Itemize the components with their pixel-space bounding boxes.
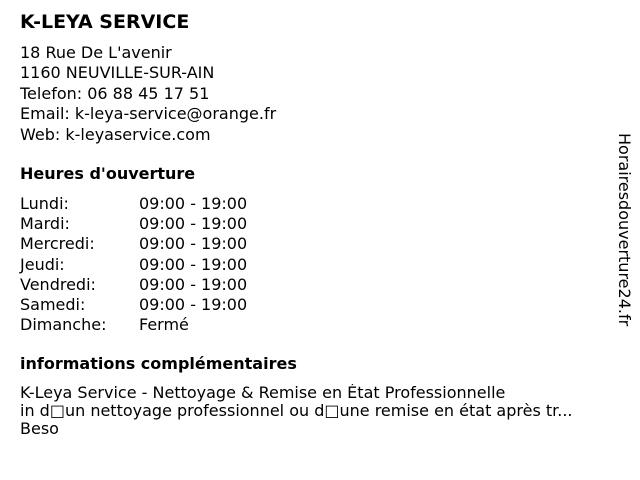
day-hours: 09:00 - 19:00 xyxy=(139,194,248,213)
additional-info-text xyxy=(20,384,630,438)
street-address: 18 Rue De L'avenir xyxy=(20,43,172,62)
contact-block xyxy=(20,43,276,145)
business-name: K-LEYA SERVICE xyxy=(20,11,190,33)
day-hours: Fermé xyxy=(139,315,189,335)
additional-info-heading: informations complémentaires xyxy=(20,354,297,373)
day-label: Vendredi: xyxy=(20,274,96,294)
city-address: 1160 NEUVILLE-SUR-AIN xyxy=(20,63,215,83)
opening-hours-heading: Heures d'ouverture xyxy=(20,164,196,183)
day-label: Mardi: xyxy=(20,214,70,234)
day-hours: 09:00 - 19:00 xyxy=(139,214,248,234)
phone-number: Telefon: 06 88 45 17 51 xyxy=(20,83,210,103)
day-hours: 09:00 - 19:00 xyxy=(139,294,248,314)
info-line: in d□un nettoyage professionnel ou d□une remise en état après tr... xyxy=(20,402,573,420)
day-label: Mercredi: xyxy=(20,234,95,254)
day-hours: 09:00 - 19:00 xyxy=(139,274,248,294)
day-label: Lundi: xyxy=(20,194,69,213)
email-address: Email: k-leya-service@orange.fr xyxy=(20,104,277,124)
day-label: Samedi: xyxy=(20,294,86,314)
day-hours: 09:00 - 19:00 xyxy=(139,234,248,254)
website: Web: k-leyaservice.com xyxy=(20,124,211,144)
day-label: Jeudi: xyxy=(20,254,65,274)
info-line: Beso xyxy=(20,420,59,438)
day-hours: 09:00 - 19:00 xyxy=(139,254,248,274)
day-label: Dimanche: xyxy=(20,315,107,335)
info-line: K-Leya Service - Nettoyage & Remise en État Professionnelle xyxy=(20,384,506,402)
site-watermark: Horairesdouverture24.fr xyxy=(615,133,634,327)
